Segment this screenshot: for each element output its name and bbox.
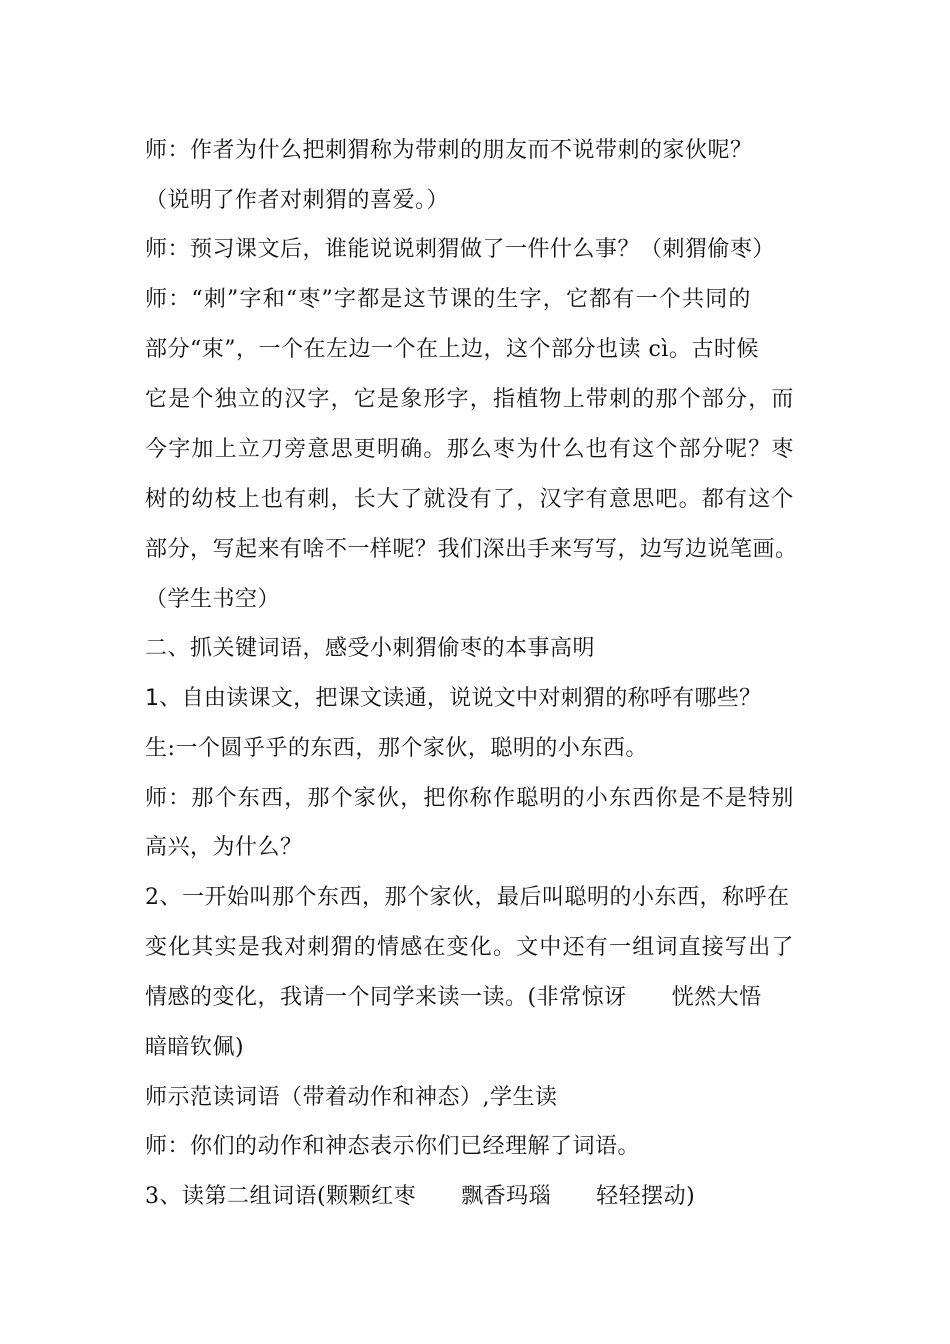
text-line-3: 师：预习课文后，谁能说说刺猬做了一件什么事？（刺猬偷枣） (145, 237, 776, 262)
text-line-12: 1、自由读课文，把课文读通，说说文中对刺猬的称呼有哪些？ (145, 686, 762, 711)
text-line-7: 今字加上立刀旁意思更明确。那么枣为什么也有这个部分呢？枣 (145, 437, 795, 462)
text-line-4: 师：“刺”字和“枣”字都是这节课的生字，它都有一个共同的 (145, 287, 752, 312)
text-line-8: 树的幼枝上也有刺，长大了就没有了，汉字有意思吧。都有这个 (145, 487, 795, 512)
section-heading: 二、抓关键词语，感受小刺猬偷枣的本事高明 (145, 636, 596, 661)
text-line-16: 2、一开始叫那个东西，那个家伙，最后叫聪明的小东西，称呼在 (145, 885, 790, 910)
text-line-17: 变化其实是我对刺猬的情感在变化。文中还有一组词直接写出了 (145, 935, 795, 960)
text-line-21: 师：你们的动作和神态表示你们已经理解了词语。 (145, 1134, 641, 1159)
text-line-18: 情感的变化，我请一个同学来读一读。(非常惊讶 恍然大悟 (145, 985, 762, 1010)
text-line-10: （学生书空） (145, 587, 281, 612)
text-line-19: 暗暗钦佩) (145, 1035, 245, 1060)
text-line-9: 部分，写起来有啥不一样呢？我们深出手来写写，边写边说笔画。 (145, 537, 798, 562)
text-line-14: 师：那个东西，那个家伙，把你称作聪明的小东西你是不是特别 (145, 786, 795, 811)
text-line-13: 生:一个圆乎乎的东西，那个家伙，聪明的小东西。 (145, 736, 648, 761)
text-line-2: （说明了作者对刺猬的喜爱。） (145, 188, 450, 213)
text-line-5: 部分“束”，一个在左边一个在上边，这个部分也读 cì。古时候 (145, 337, 759, 362)
text-line-22: 3、读第二组词语(颗颗红枣 飘香玛瑙 轻轻摆动) (145, 1184, 696, 1209)
text-line-6: 它是个独立的汉字，它是象形字，指植物上带刺的那个部分，而 (145, 387, 795, 412)
text-line-20: 师示范读词语（带着动作和神态）,学生读 (145, 1085, 558, 1110)
text-line-1: 师：作者为什么把刺猬称为带刺的朋友而不说带刺的家伙呢？ (145, 138, 753, 163)
text-line-15: 高兴，为什么？ (145, 835, 303, 860)
